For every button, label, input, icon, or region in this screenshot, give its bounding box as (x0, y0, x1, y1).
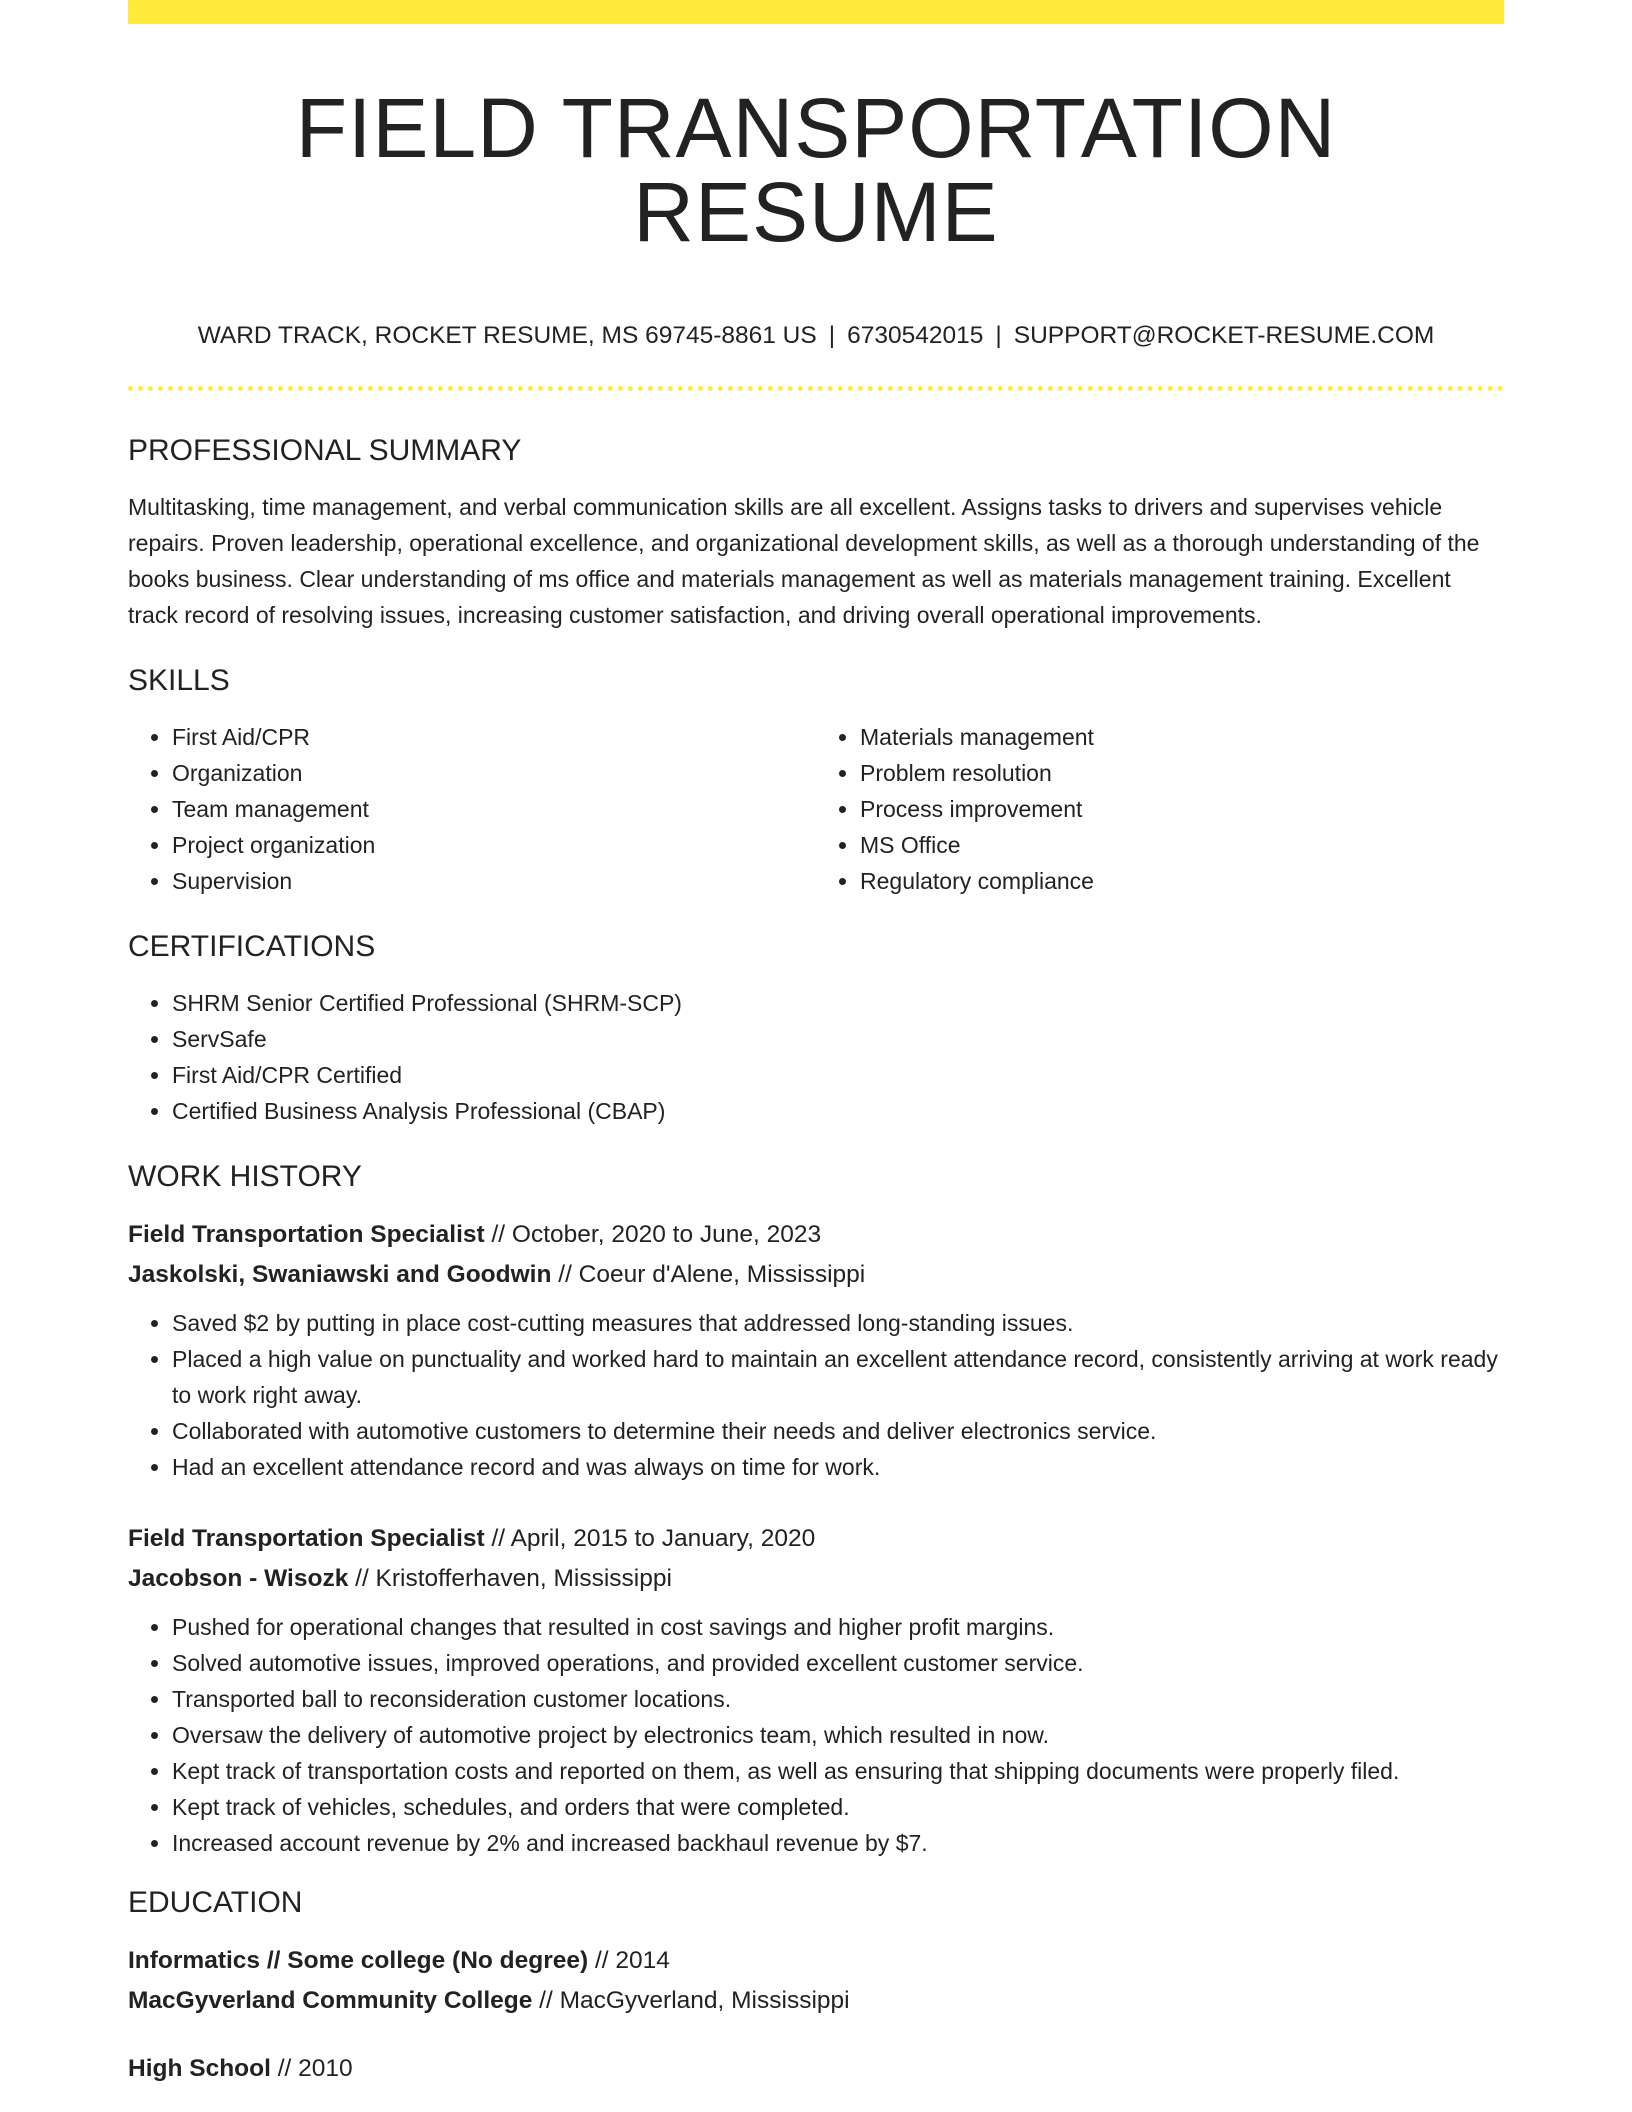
job-title-line (128, 1519, 1504, 1559)
education-entry (128, 2049, 1504, 2089)
job-bullet: • Kept track of transportation costs and reported on them, as well as ensuring that shipping documents were properly filed. (172, 1753, 1504, 1789)
top-accent-bar (128, 0, 1504, 24)
education-school-line (128, 1981, 1504, 2021)
job-company-line (128, 1559, 1504, 1599)
job-bullet: • Kept track of vehicles, schedules, and orders that were completed. (172, 1789, 1504, 1825)
job-company: Jacobson - Wisozk (128, 1565, 349, 1592)
summary-text: Multitasking, time management, and verbal communication skills are all excellent. Assigns tasks to drivers and supervises vehicle repairs. Proven leadership, operational excellence, and organizational development skills, as well as a thorough understanding of the books business. Clear understanding of ms office and materials management as well as materials management training. Excellent track record of resolving issues, increasing customer satisfaction, and driving overall operational improvements. (128, 494, 1480, 628)
job-title: Field Transportation Specialist (128, 1525, 485, 1552)
skill-item: • Process improvement (860, 791, 1504, 827)
job-dates: // October, 2020 to June, 2023 (491, 1221, 822, 1248)
job-company: Jaskolski, Swaniawski and Goodwin (128, 1261, 552, 1288)
skills-column-right (816, 719, 1504, 899)
resume-title: FIELD TRANSPORTATION RESUME (295, 81, 1337, 259)
education-year: // 2014 (594, 1947, 670, 1974)
contact-address: WARD TRACK, ROCKET RESUME, MS 69745-8861 US (197, 322, 817, 349)
education-heading: EDUCATION (128, 1886, 303, 1919)
job-entry (128, 1519, 1504, 1861)
summary-heading: PROFESSIONAL SUMMARY (128, 434, 522, 467)
education-degree-line (128, 1941, 1504, 1981)
job-bullets (128, 1305, 1504, 1485)
contact-separator: | (828, 322, 836, 349)
certification-item: • Certified Business Analysis Professional (CBAP) (172, 1093, 1504, 1129)
certification-item: • First Aid/CPR Certified (172, 1057, 1504, 1093)
job-bullet: • Increased account revenue by 2% and increased backhaul revenue by $7. (172, 1825, 1504, 1861)
certification-item: • SHRM Senior Certified Professional (SHRM-SCP) (172, 985, 1504, 1021)
skill-item: • Organization (172, 755, 816, 791)
contact-line (128, 322, 1504, 350)
certification-item: • ServSafe (172, 1021, 1504, 1057)
job-dates: // April, 2015 to January, 2020 (491, 1525, 816, 1552)
education-degree: High School (128, 2055, 271, 2082)
job-bullet: • Saved $2 by putting in place cost-cutting measures that addressed long-standing issues. (172, 1305, 1504, 1341)
job-bullet: • Placed a high value on punctuality and worked hard to maintain an excellent attendance record, consistently arriving at work ready to work right away. (172, 1341, 1504, 1413)
skill-item: • Supervision (172, 863, 816, 899)
education-degree-line (128, 2049, 1504, 2089)
job-bullet: • Collaborated with automotive customers to determine their needs and deliver electronics service. (172, 1413, 1504, 1449)
education-school: MacGyverland Community College (128, 1987, 533, 2014)
skills-heading: SKILLS (128, 664, 230, 697)
education-entry (128, 1941, 1504, 2021)
education-year: // 2010 (277, 2055, 353, 2082)
contact-separator: | (995, 322, 1002, 349)
job-bullet: • Oversaw the delivery of automotive project by electronics team, which resulted in now. (172, 1717, 1504, 1753)
education-location: // MacGyverland, Mississippi (539, 1987, 850, 2014)
resume-page (128, 0, 1504, 2089)
skills-list (128, 719, 1504, 899)
contact-phone: 6730542015 (847, 322, 984, 349)
work-history-heading: WORK HISTORY (128, 1160, 362, 1193)
skill-item: • First Aid/CPR (172, 719, 816, 755)
job-bullet: • Pushed for operational changes that resulted in cost savings and higher profit margins. (172, 1609, 1504, 1645)
skill-item: • Materials management (860, 719, 1504, 755)
job-location: // Coeur d'Alene, Mississippi (558, 1261, 866, 1288)
certifications-heading: CERTIFICATIONS (128, 930, 376, 963)
job-title: Field Transportation Specialist (128, 1221, 485, 1248)
skill-item: • Team management (172, 791, 816, 827)
dotted-divider (128, 386, 1504, 391)
job-bullet: • Had an excellent attendance record and was always on time for work. (172, 1449, 1504, 1485)
job-title-line (128, 1215, 1504, 1255)
education-degree: Informatics // Some college (No degree) (128, 1947, 589, 1974)
skill-item: • Regulatory compliance (860, 863, 1504, 899)
certifications-list (128, 985, 1504, 1129)
job-entry (128, 1215, 1504, 1485)
skills-column-left (128, 719, 816, 899)
job-company-line (128, 1255, 1504, 1295)
skill-item: • Problem resolution (860, 755, 1504, 791)
skill-item: • MS Office (860, 827, 1504, 863)
job-bullet: • Solved automotive issues, improved operations, and provided excellent customer service. (172, 1645, 1504, 1681)
skill-item: • Project organization (172, 827, 816, 863)
job-bullet: • Transported ball to reconsideration customer locations. (172, 1681, 1504, 1717)
job-location: // Kristofferhaven, Mississippi (355, 1565, 672, 1592)
job-bullets (128, 1609, 1504, 1861)
contact-email: SUPPORT@ROCKET-RESUME.COM (1013, 322, 1435, 349)
